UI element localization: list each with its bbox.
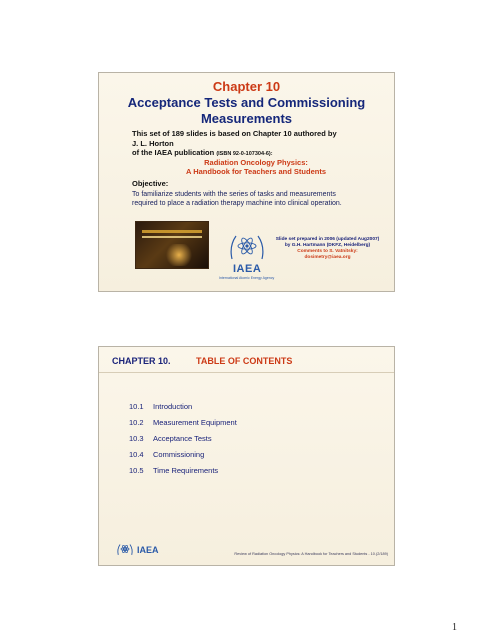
toc-title: Measurement Equipment — [153, 418, 237, 427]
slide-title — [99, 79, 394, 127]
toc-title: Introduction — [153, 402, 193, 411]
toc-heading: TABLE OF CONTENTS — [196, 356, 293, 366]
toc-number: 10.2 — [129, 418, 144, 427]
objective-line2: required to place a radiation therapy machine into clinical operation. — [132, 200, 342, 207]
book-title — [132, 158, 380, 176]
toc-title: Time Requirements — [153, 466, 219, 475]
chapter-title-line2: Measurements — [200, 111, 293, 126]
intro-line1: This set of 189 slides is based on Chapter 10 authored by — [132, 129, 337, 138]
iaea-logo-text-small: IAEA — [137, 545, 159, 555]
toc-item — [129, 431, 237, 447]
toc-title: Commissioning — [153, 450, 205, 459]
slide-header — [99, 347, 394, 373]
iaea-emblem-small-icon — [116, 541, 134, 557]
toc-slide — [98, 346, 395, 566]
book-title-line1: Radiation Oncology Physics: — [204, 158, 308, 167]
isbn: (ISBN 92-0-107304-6): — [216, 151, 273, 157]
toc-item — [129, 415, 237, 431]
intro-line3: of the IAEA publication — [132, 148, 215, 157]
intro-line2: J. L. Horton — [132, 138, 174, 148]
credit-line2: by G.H. Hartmann (DKFZ, Heidelberg) — [284, 243, 371, 248]
iaea-emblem-icon — [227, 229, 267, 263]
objective-heading: Objective: — [132, 179, 169, 188]
toc-title: Acceptance Tests — [153, 434, 212, 443]
chapter-title-line1: Acceptance Tests and Commissioning — [127, 95, 366, 110]
chapter-heading: Chapter 10 — [212, 79, 281, 94]
chapter-label: CHAPTER 10. — [112, 356, 171, 366]
toc-number: 10.5 — [129, 466, 144, 475]
toc-number: 10.3 — [129, 434, 144, 443]
objective-line1: To familiarize students with the series of tasks and measurements — [132, 191, 336, 198]
toc-number: 10.1 — [129, 402, 144, 411]
book-title-line2: A Handbook for Teachers and Students — [185, 167, 327, 176]
toc-item — [129, 463, 237, 479]
credit-line1: Slide set prepared in 2006 (updated Aug2007) — [275, 237, 380, 242]
title-slide — [98, 72, 395, 292]
agency-name: International Atomic Energy Agency — [219, 276, 275, 280]
slide-credits — [269, 237, 386, 261]
toc-list — [129, 399, 237, 479]
iaea-logo-text: IAEA — [233, 263, 262, 275]
book-cover-image — [135, 221, 209, 269]
toc-number: 10.4 — [129, 450, 144, 459]
objective-text — [132, 190, 384, 208]
credit-line3: Comments to S. Vatnitsky: — [297, 249, 358, 254]
toc-item — [129, 447, 237, 463]
slide-footer: Review of Radiation Oncology Physics: A Handbook for Teachers and Students - 10.(2/189) — [234, 552, 388, 556]
credit-line4: dosimetry@iaea.org — [304, 255, 351, 260]
page-number: 1 — [452, 622, 457, 633]
slide-intro — [132, 129, 380, 160]
toc-item — [129, 399, 237, 415]
